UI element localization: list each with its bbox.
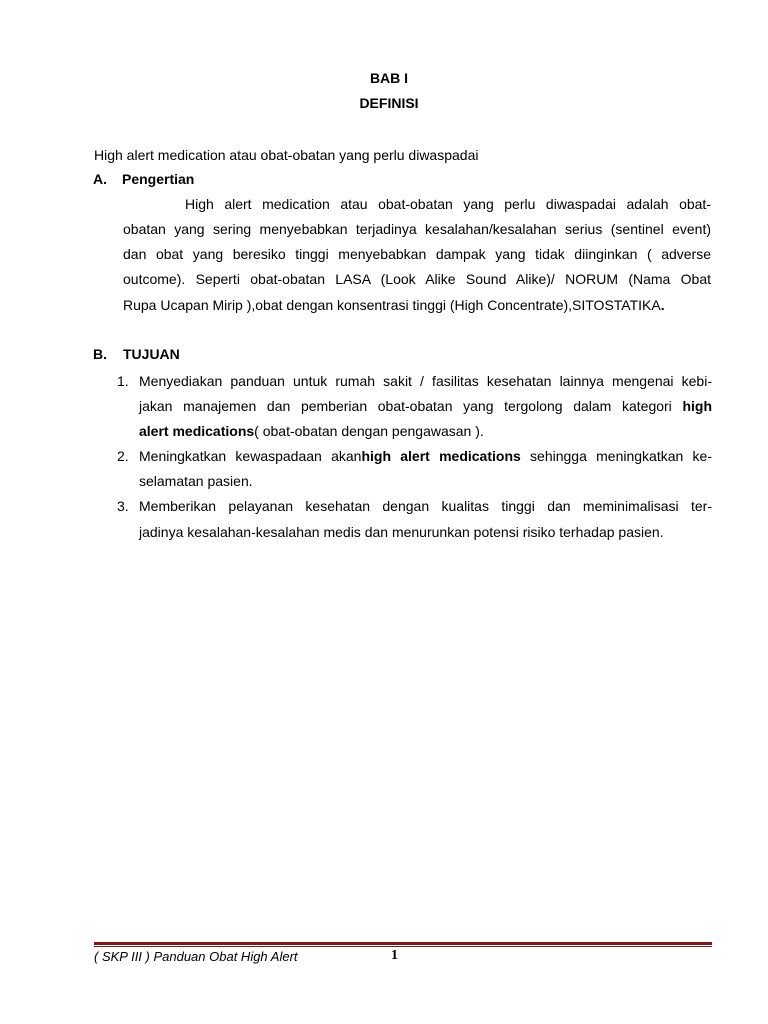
list-item-emphasis: high — [682, 398, 713, 414]
section-a-paragraph-last — [123, 297, 665, 313]
section-a-paragraph-line: High alert medication atau obat-obatan yang perlu diwaspadai adalah obat- — [185, 196, 711, 212]
footer-rule-thick — [94, 942, 712, 945]
list-number: 2. — [117, 448, 129, 464]
section-a-paragraph-line: obatan yang sering menyebabkan terjadinya kesalahan/kesalahan serius (sentinel event) — [123, 221, 711, 237]
list-item-emphasis: high alert medications — [361, 448, 521, 464]
section-b-marker: B. — [93, 346, 107, 362]
section-a-marker: A. — [93, 171, 107, 187]
section-a-end-mark: . — [660, 297, 665, 313]
list-item-line — [139, 398, 712, 414]
footer-rule-thin — [94, 946, 712, 947]
section-a-paragraph-line: dan obat yang beresiko tinggi menyebabkan dampak yang tidak diinginkan ( adverse — [123, 246, 711, 262]
list-item-text: jakan manajemen dan pemberian obat-obatan yang tergolong dalam kategori — [139, 398, 672, 414]
footer-title: ( SKP III ) Panduan Obat High Alert — [94, 949, 298, 964]
section-a-heading: Pengertian — [122, 171, 195, 187]
list-item-line — [139, 448, 712, 464]
section-a-last-text: Rupa Ucapan Mirip ),obat dengan konsentrasi tinggi (High Concentrate),SITOSTATIKA — [123, 297, 661, 313]
list-number: 1. — [117, 373, 129, 389]
section-a-paragraph-line: outcome). Seperti obat-obatan LASA (Look Alike Sound Alike)/ NORUM (Nama Obat — [123, 271, 711, 287]
intro-text: High alert medication atau obat-obatan yang perlu diwaspadai — [94, 147, 479, 163]
list-item-line — [139, 423, 484, 439]
section-b-heading: TUJUAN — [123, 346, 180, 362]
list-number: 3. — [117, 498, 129, 514]
chapter-subtitle: DEFINISI — [359, 95, 419, 111]
chapter-title: BAB I — [369, 70, 409, 86]
list-item-text: ( obat-obatan dengan pengawasan ). — [254, 423, 484, 439]
list-item-line: selamatan pasien. — [139, 473, 253, 489]
list-item-line: Memberikan pelayanan kesehatan dengan kualitas tinggi dan meminimalisasi ter- — [139, 498, 712, 514]
list-item-emphasis: alert medications — [139, 423, 255, 439]
list-item-line: jadinya kesalahan-kesalahan medis dan menurunkan potensi risiko terhadap pasien. — [139, 524, 664, 540]
page-number: 1 — [391, 948, 398, 963]
list-item-line: Menyediakan panduan untuk rumah sakit / fasilitas kesehatan lainnya mengenai kebi- — [139, 373, 712, 389]
list-item-text: Meningkatkan kewaspadaan akan — [139, 448, 362, 464]
list-item-text: sehingga meningkatkan ke- — [530, 448, 713, 464]
